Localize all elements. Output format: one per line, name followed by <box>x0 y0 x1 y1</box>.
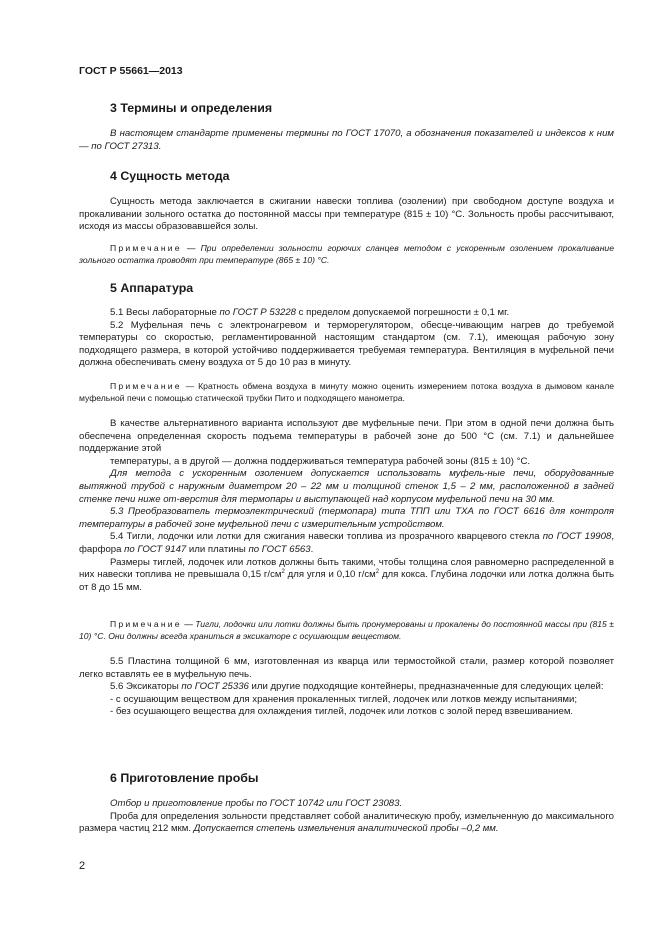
note-text: — Кратность обмена воздуха в минуту можно оценить измерением потока воздуха в дымовом канале муфельной печи с помощью статической трубки Пито и подходящего манометра. <box>79 381 614 403</box>
alt-variant-continuation: температуры, а в другой — должна поддерживаться температура рабочей зоны (815 ± 10) °С. <box>110 455 531 467</box>
clause-5-2: 5.2 Муфельная печь с электронагревом и терморегулятором, обесце-чивающим нагрев до требуемой температуры со скоростью, регламентированной настоящим стандартом (см. 7.1), имеющая рабочую зону подходящего размера, в которой устойчиво поддерживается требуемая температура. Вентиляция в муфельной печи должна обеспечивать смену воздуха от 5 до 10 раз в минуту. <box>79 319 614 369</box>
clause-5-1: 5.1 Весы лабораторные по ГОСТ Р 53228 с пределом допускаемой погрешности ± 0,1 мг. <box>110 307 510 318</box>
note-text: — При определении зольности горючих сланцев методом с ускоренным озолением прокаливание зольного остатка проводят при температуре (865 ± 10) °С. <box>79 243 614 265</box>
section-6-paragraph-1: Отбор и приготовление пробы по ГОСТ 10742 или ГОСТ 23083. <box>110 798 403 809</box>
crucible-size-paragraph: Размеры тиглей, лодочек или лотков должны быть такими, чтобы толщина слоя равномерно распределенной в них навески топлива не превышала 0,15 $г/см^2$ для угля и 0,10 $г/см^2$ для кокса. Глубина лодочки или лотка должна быть от 8 до 15 мм. <box>79 556 615 593</box>
section-5-note-1 <box>79 381 614 404</box>
section-6-paragraph-2: Проба для определения зольности представляет собой аналитическую пробу, измельченную до максимального размера частиц 212 мкм. Допускается степень измельчения аналитической пробы –0,2 мм. <box>79 810 614 835</box>
list-item: - с осушающим веществом для хранения прокаленных тиглей, лодочек или лотков между испытаниями; <box>110 693 578 705</box>
note-label: Примечание <box>110 243 182 253</box>
section-3-title: 3 Термины и определения <box>110 101 273 115</box>
section-3-text <box>79 128 614 153</box>
alt-variant-paragraph: В качестве альтернативного варианта используют две муфельные печи. При этом в одной печи должна быть обеспечена определенная скорость подъема температуры в рабочей зоне до 500 °С (см. 7.1) и дальнейшее поддержание этой <box>79 418 614 455</box>
clause-5-6: 5.6 Эксикаторы по ГОСТ 25336 или другие подходящие контейнеры, предназначенные для следующих целей: <box>110 681 604 693</box>
section-5-text-b <box>79 418 614 594</box>
section-4-title: 4 Сущность метода <box>110 169 230 183</box>
section-5-text-a <box>79 307 614 370</box>
section-4-paragraph: Сущность метода заключается в сжигании навески топлива (озолении) при свободном доступе воздуха и прокаливании зольного остатка до постоянной массы при температуре (815 ± 10) °С. Зольность пробы рассчитывают, исходя из массы образовавшейся золы. <box>79 196 614 233</box>
section-5-title: 5 Аппаратура <box>110 281 194 295</box>
clause-5-3: 5.3 Преобразователь термоэлектрический (термопара) типа ТПП или ТХА по ГОСТ 6616 для контроля температуры в рабочей зоне муфельной печи с измерительным устройством. <box>79 506 614 530</box>
note-label: Примечание <box>110 619 182 629</box>
section-5-note-2 <box>79 619 614 642</box>
clause-5-4: 5.4 Тигли, лодочки или лотки для сжигания навески топлива из прозрачного кварцевого стекла по ГОСТ 19908, фарфора по ГОСТ 9147 или платины по ГОСТ 6563. <box>79 531 614 555</box>
section-4-note <box>79 243 614 266</box>
clause-5-5: 5.5 Пластина толщиной 6 мм, изготовленная из кварца или термостойкой стали, размер которой позволяет легко вставлять ее в муфельную печь. <box>79 656 614 680</box>
fast-ashing-paragraph: Для метода с ускоренным озолением допускается использовать муфель-ные печи, оборудованные вытяжной трубой с наружным диаметром 20 – 22 мм и толщиной стенок 1,5 – 2 мм, расположенной в задней стенке печи ниже от-верстия для термопары и выступающей над корпусом муфельной печи на 30 мм. <box>79 468 614 505</box>
list-item: - без осушающего вещества для охлаждения тиглей, лодочек или лотков с золой перед взвешиванием. <box>110 706 574 718</box>
section-6-text <box>79 798 614 836</box>
section-4-text <box>79 196 614 234</box>
note-label: Примечание <box>110 381 182 391</box>
page-number: 2 <box>79 860 86 872</box>
note-text: — Тигли, лодочки или лотки должны быть пронумерованы и прокалены до постоянной массы при (815 ± 10) °С. Они должны всегда храниться в эксикаторе с осушающим веществом. <box>79 619 614 641</box>
document-header: ГОСТ Р 55661—2013 <box>79 65 183 77</box>
section-6-title: 6 Приготовление пробы <box>110 771 259 785</box>
section-3-paragraph: В настоящем стандарте применены термины по ГОСТ 17070, а обозначения показателей и индексов к ним — по ГОСТ 27313. <box>79 128 614 152</box>
section-5-text-c <box>79 656 614 719</box>
